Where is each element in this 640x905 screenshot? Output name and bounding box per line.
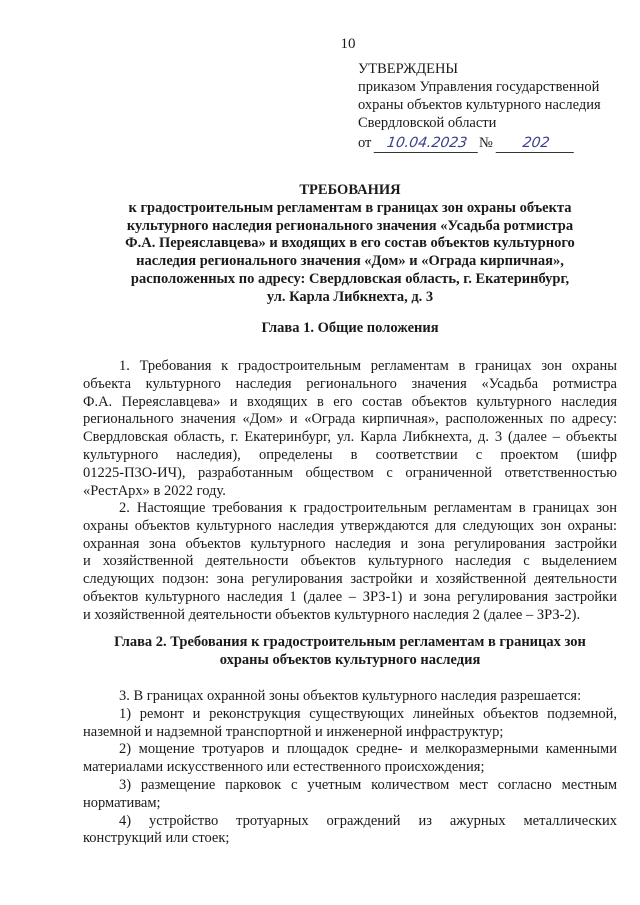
handwritten-number: 202 bbox=[495, 134, 576, 153]
list-item-line: материалами искусственного или естественного происхождения; bbox=[83, 759, 485, 776]
paragraph-line: культурного наследия), определены в соответствии с проектом (шифр bbox=[83, 446, 617, 463]
list-item-line: 1) ремонт и реконструкция существующих линейных объектов подземной, bbox=[119, 705, 617, 722]
chapter-1-paragraph-1 bbox=[83, 358, 617, 500]
title-line: культурного наследия регионального значения «Усадьба ротмистра bbox=[126, 217, 574, 234]
paragraph-line: объекта культурного наследия регионального значения «Усадьба ротмистра bbox=[83, 375, 617, 392]
chapter-2-heading bbox=[60, 634, 640, 670]
paragraph-line: 2. Настоящие требования к градостроительным регламентам в границах зон bbox=[119, 500, 617, 516]
chapter-1-heading-text: Глава 1. Общие положения bbox=[261, 320, 439, 336]
paragraph-line: и хозяйственной деятельности объектов культурного наследия 2 (далее – ЗРЗ-2). bbox=[83, 606, 581, 623]
title-main: ТРЕБОВАНИЯ bbox=[299, 182, 401, 198]
approval-block bbox=[358, 60, 628, 153]
approval-line: Свердловской области bbox=[358, 115, 497, 131]
list-item-line: нормативам; bbox=[83, 794, 161, 811]
paragraph-line: 01225-П3О-ИЧ), разработанным обществом с ограниченной ответственностью bbox=[83, 464, 617, 481]
approval-heading: УТВЕРЖДЕНЫ bbox=[358, 61, 459, 77]
chapter-2-heading-line: Глава 2. Требования к градостроительным регламентам в границах зон bbox=[114, 634, 586, 650]
paragraph-line: регионального значения «Дом» и «Ограда кирпичная», расположенных по адресу: bbox=[83, 411, 617, 428]
list-item-line: 2) мощение тротуаров и площадок средне- и мелкоразмерными каменными bbox=[119, 741, 617, 758]
list-item-line: 4) устройство тротуарных ограждений из ажурных металлических bbox=[119, 812, 617, 829]
paragraph-line: следующих подзон: зона регулирования застройки и хозяйственной деятельности bbox=[83, 571, 617, 588]
approval-line: приказом Управления государственной bbox=[358, 79, 600, 95]
date-prefix: от bbox=[358, 135, 372, 151]
paragraph-line: охраны объектов культурного наследия утверждаются для следующих зон охраны: bbox=[83, 517, 617, 534]
page-number: 10 bbox=[340, 36, 356, 52]
chapter-2-heading-line: охраны объектов культурного наследия bbox=[219, 651, 481, 668]
document-title bbox=[60, 182, 640, 307]
paragraph-line: 1. Требования к градостроительным регламентам в границах зон охраны bbox=[119, 358, 617, 374]
number-prefix: № bbox=[479, 135, 493, 151]
handwritten-date: 10.04.2023 bbox=[374, 134, 481, 153]
title-line: Ф.А. Переяславцева» и входящих в его состав объектов культурного bbox=[125, 235, 575, 252]
paragraph-line: Свердловская область, г. Екатеринбург, ул. Карла Либкнехта, д. 3 (далее – объекты bbox=[83, 429, 617, 446]
paragraph-line: охранная зона объектов культурного наследия и зона регулирования застройки bbox=[83, 535, 617, 552]
paragraph-line: и хозяйственной деятельности объектов культурного наследия с выделением bbox=[83, 553, 617, 570]
chapter-2-list bbox=[83, 688, 617, 848]
title-line: расположенных по адресу: Свердловская область, г. Екатеринбург, bbox=[130, 270, 570, 287]
approval-date-line bbox=[358, 134, 628, 153]
list-item-line: конструкций или стоек; bbox=[83, 830, 230, 847]
paragraph-line: объектов культурного наследия 1 (далее – ЗРЗ-1) и зона регулирования застройки bbox=[83, 588, 617, 605]
paragraph-line: Ф.А. Переяславцева» и входящих в его состав объектов культурного наследия bbox=[83, 393, 617, 410]
paragraph-line: «РестАрх» в 2022 году. bbox=[83, 482, 226, 499]
paragraph-line: 3. В границах охранной зоны объектов культурного наследия разрешается: bbox=[119, 688, 582, 704]
title-line: наследия регионального значения «Дом» и «Ограда кирпичная», bbox=[136, 253, 564, 270]
title-line: ул. Карла Либкнехта, д. 3 bbox=[266, 288, 434, 305]
approval-line: охраны объектов культурного наследия bbox=[358, 97, 601, 113]
title-line: к градостроительным регламентам в границах зон охраны объекта bbox=[128, 199, 572, 216]
list-item-line: 3) размещение парковок с учетным количеством мест согласно местным bbox=[119, 776, 617, 793]
chapter-1-paragraph-2 bbox=[83, 500, 617, 625]
chapter-1-heading bbox=[60, 320, 640, 338]
list-item-line: наземной и надземной транспортной и инженерной инфраструктур; bbox=[83, 723, 504, 740]
